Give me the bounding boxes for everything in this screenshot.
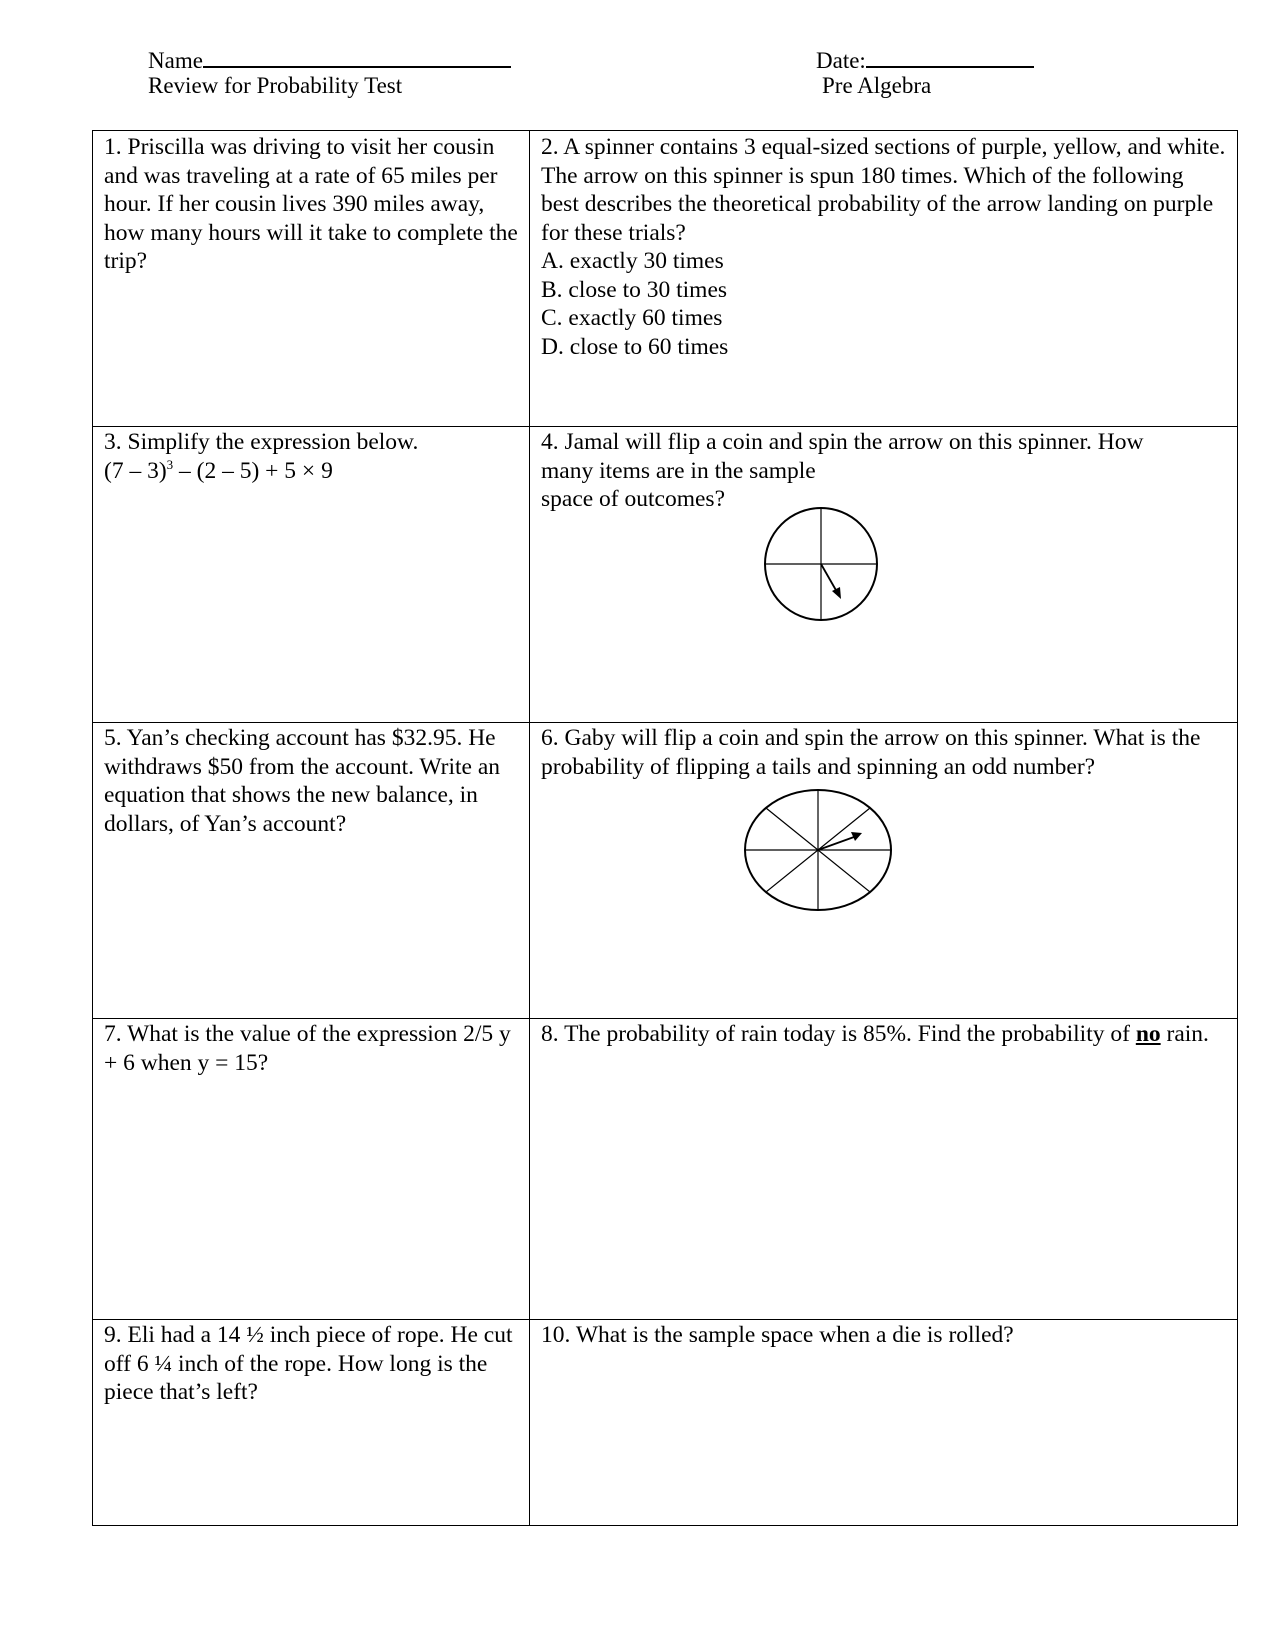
- eight-section-spinner: [744, 789, 894, 913]
- date-field: [816, 44, 1034, 75]
- option-a: A. exactly 30 times: [541, 248, 724, 274]
- question-2-stem: 2. A spinner contains 3 equal-sized sections of purple, yellow, and white. The arrow on this spinner is spun 180 times. Which of the following best describes the theoretical probability of the arrow landing on purple for these trials?: [541, 134, 1226, 246]
- question-7-text: 7. What is the value of the expression 2/5 y + 6 when y = 15?: [104, 1021, 511, 1076]
- question-4: [529, 426, 1237, 722]
- question-1: [93, 131, 529, 426]
- question-8-text-start: 8. The probability of rain today is 85%. Find the probability of: [541, 1021, 1136, 1047]
- question-6-text: 6. Gaby will flip a coin and spin the arrow on this spinner. What is the probability of flipping a tails and spinning an odd number?: [541, 725, 1201, 780]
- question-4-line-2: many items are in the sample: [541, 457, 816, 484]
- question-5-text: 5. Yan’s checking account has $32.95. He withdraws $50 from the account. Write an equation that shows the new balance, in dollars, of Yan’s account?: [104, 725, 501, 837]
- name-blank-line: [203, 44, 511, 68]
- question-4-line-1: 4. Jamal will flip a coin and spin the arrow on this spinner. How: [541, 429, 1144, 455]
- expression-base: (7 – 3): [104, 457, 167, 484]
- expression-rest: – (2 – 5) + 5 × 9: [173, 457, 333, 484]
- question-8-text-end: rain.: [1160, 1021, 1209, 1047]
- option-c: C. exactly 60 times: [541, 305, 723, 331]
- question-7: [93, 1018, 529, 1319]
- question-8: [529, 1018, 1237, 1319]
- date-label: Date:: [816, 48, 866, 73]
- question-6: [529, 722, 1237, 1018]
- spinner-arrow: [818, 837, 854, 850]
- question-9: [93, 1319, 529, 1525]
- date-blank-line: [866, 44, 1034, 68]
- four-section-spinner: [763, 506, 883, 626]
- option-d: D. close to 60 times: [541, 333, 729, 360]
- question-1-text: 1. Priscilla was driving to visit her cousin and was traveling at a rate of 65 miles per hour. If her cousin lives 390 miles away, how many hours will it take to complete the trip?: [104, 134, 518, 274]
- question-3: [93, 426, 529, 722]
- question-10-text: 10. What is the sample space when a die is rolled?: [541, 1322, 1014, 1348]
- question-3-expression: [104, 457, 519, 486]
- question-3-text: 3. Simplify the expression below.: [104, 429, 419, 455]
- spinner-arrowhead: [832, 587, 841, 599]
- question-grid: [92, 130, 1238, 1526]
- question-2: [529, 131, 1237, 426]
- expression-exponent: 3: [166, 456, 174, 472]
- subject-label: Pre Algebra: [822, 73, 932, 98]
- name-field: [148, 44, 511, 75]
- question-4-line-3: space of outcomes?: [541, 486, 726, 512]
- question-8-emphasis: no: [1135, 1021, 1161, 1047]
- question-5: [93, 722, 529, 1018]
- question-8-text: [541, 1020, 1227, 1049]
- spinner-arrow: [821, 564, 837, 592]
- question-10: [529, 1319, 1237, 1525]
- option-b: B. close to 30 times: [541, 276, 728, 303]
- name-label: Name: [148, 48, 203, 73]
- question-9-text: 9. Eli had a 14 ½ inch piece of rope. He cut off 6 ¼ inch of the rope. How long is the piece that’s left?: [104, 1322, 513, 1405]
- worksheet-title: Review for Probability Test: [148, 73, 403, 98]
- spinner-arrowhead: [851, 832, 862, 841]
